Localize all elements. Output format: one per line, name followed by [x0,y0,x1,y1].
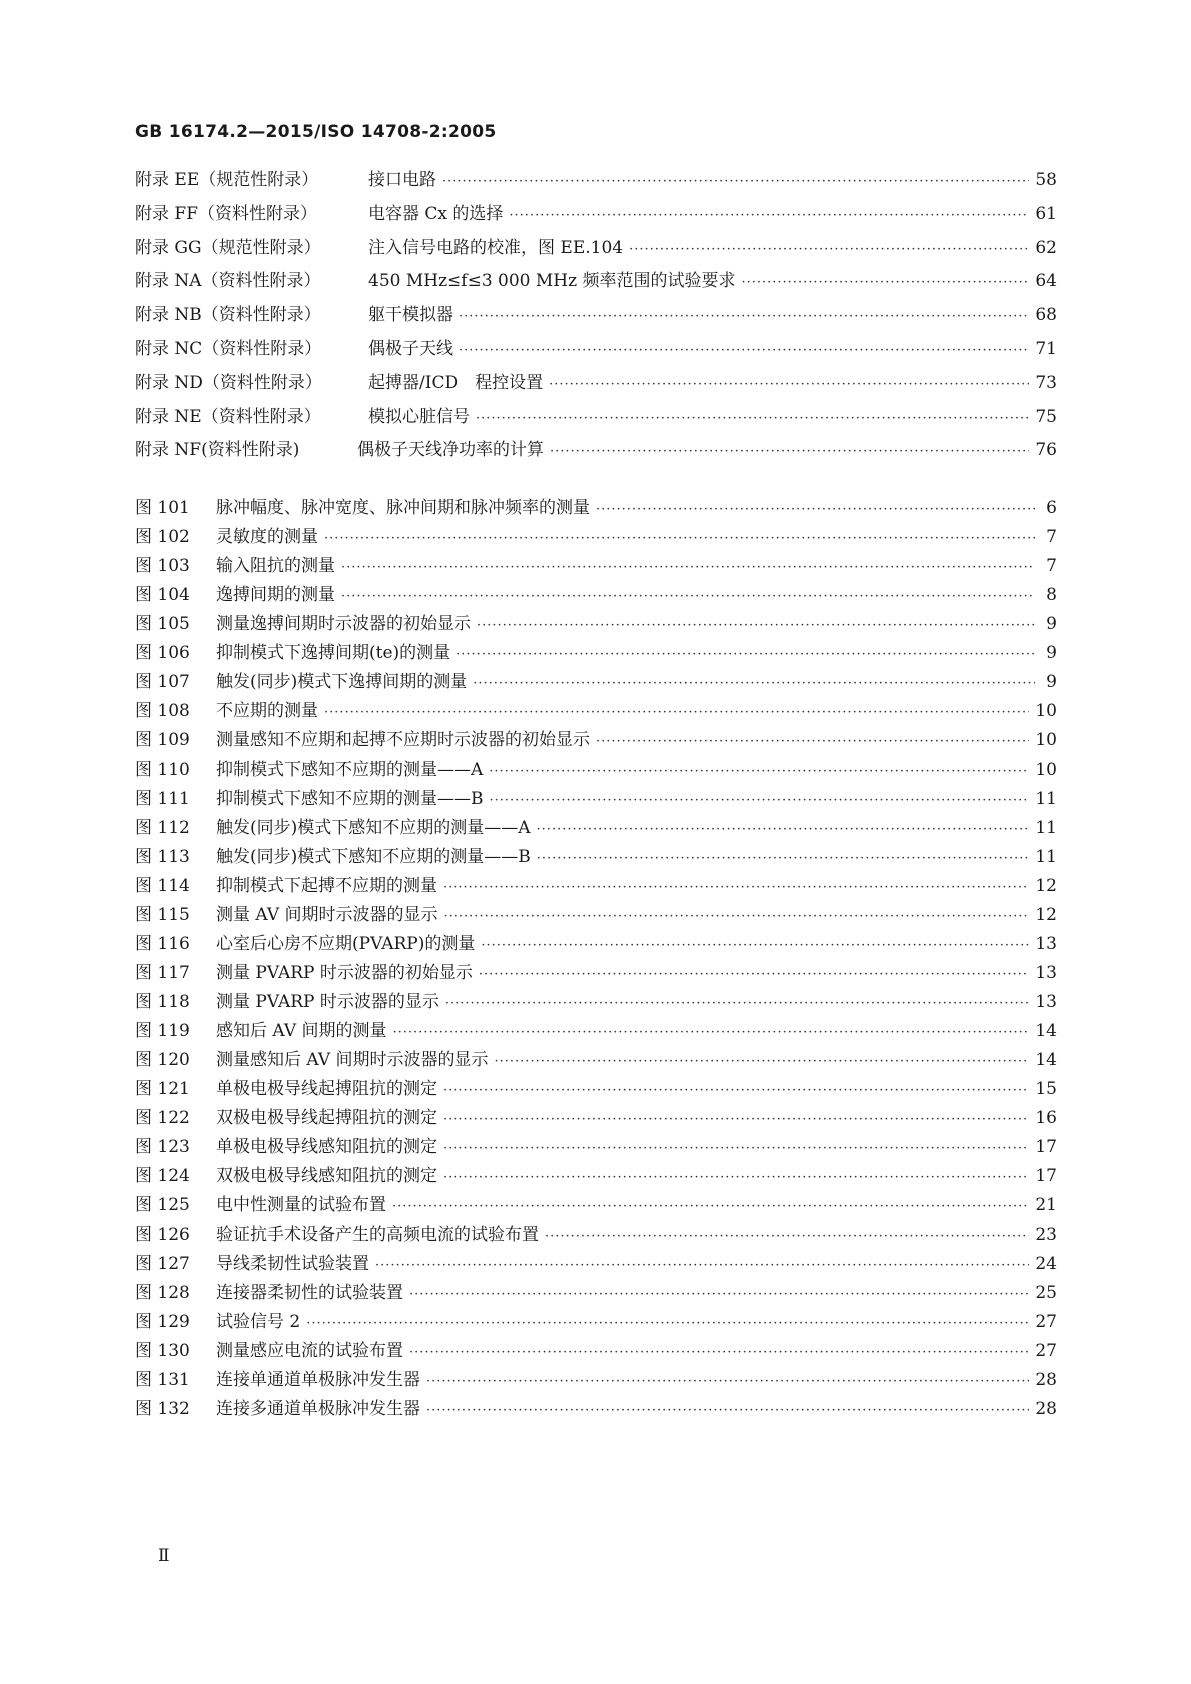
entry-page-number: 11 [1035,817,1057,838]
figure-toc-entry[interactable] [135,555,1057,579]
entry-page-number: 76 [1035,440,1057,461]
dot-leader [443,877,1029,899]
dot-leader [392,1196,1029,1218]
entry-title: 输入阻抗的测量 [216,556,335,577]
entry-title: 测量 PVARP 时示波器的初始显示 [216,962,473,983]
dot-leader [409,1342,1029,1364]
entry-page-number: 6 [1046,498,1057,518]
dot-leader [443,1109,1029,1131]
entry-title: 连接多通道单极脉冲发生器 [216,1398,420,1419]
entry-page-number: 25 [1035,1282,1057,1303]
entry-label: 附录 NA（资料性附录） [135,271,321,292]
entry-label: 附录 GG（规范性附录） [135,237,321,258]
dot-leader [481,935,1029,957]
entry-label: 图 115 [135,904,190,925]
dot-leader [426,1400,1029,1422]
figure-toc-entry[interactable] [135,1282,1057,1306]
annex-toc-entry[interactable] [135,270,1057,294]
dot-leader [495,1051,1030,1073]
entry-page-number: 12 [1035,904,1057,925]
entry-label: 图 109 [135,730,190,751]
entry-label: 图 122 [135,1108,190,1129]
dot-leader [473,673,1035,695]
entry-label: 图 132 [135,1398,190,1419]
entry-page-number: 17 [1035,1166,1057,1187]
entry-page-number: 7 [1046,527,1057,548]
entry-label: 图 130 [135,1340,190,1361]
figure-toc-entry[interactable] [135,1165,1057,1189]
dot-leader [375,1255,1029,1277]
dot-leader [409,1284,1029,1306]
figure-toc-entry[interactable] [135,1311,1057,1335]
entry-label: 图 129 [135,1311,190,1332]
entry-title: 测量感应电流的试验布置 [216,1340,403,1361]
entry-page-number: 10 [1035,730,1057,751]
entry-page-number: 7 [1046,556,1057,577]
entry-page-number: 12 [1035,875,1057,896]
entry-page-number: 10 [1035,701,1057,722]
entry-title: 灵敏度的测量 [216,527,318,548]
entry-label: 图 118 [135,992,190,1013]
entry-label: 附录 ND（资料性附录） [135,372,322,393]
entry-label: 图 121 [135,1079,190,1100]
dot-leader [444,906,1030,928]
entry-title: 模拟心脏信号 [368,406,470,427]
entry-label: 附录 FF（资料性附录） [135,203,317,224]
dot-leader [443,1167,1029,1189]
entry-title: 注入信号电路的校准，图 EE.104 [368,237,624,258]
entry-title: 单极电极导线感知阻抗的测定 [216,1137,437,1158]
entry-title: 脉冲幅度、脉冲宽度、脉冲间期和脉冲频率的测量 [216,498,590,518]
dot-leader [341,586,1035,608]
entry-label: 图 123 [135,1137,190,1158]
entry-page-number: 13 [1035,992,1057,1013]
annex-toc-entry[interactable] [135,237,1057,261]
entry-title: 躯干模拟器 [368,305,453,326]
entry-label: 附录 NC（资料性附录） [135,339,322,359]
figure-toc-entry[interactable] [135,1107,1057,1131]
dot-leader [741,272,1029,294]
figure-toc-entry[interactable] [135,933,1057,957]
page-number: Ⅱ [158,1546,170,1566]
annex-toc-entry[interactable] [135,304,1057,328]
entry-page-number: 13 [1035,933,1057,954]
dot-leader [596,499,1035,521]
entry-page-number: 23 [1035,1224,1057,1245]
figure-toc-entry[interactable] [135,759,1057,783]
entry-label: 附录 EE（规范性附录） [135,170,319,190]
dot-leader [490,790,1030,812]
entry-label: 图 110 [135,759,190,780]
annex-toc-entry[interactable] [135,203,1057,227]
entry-page-number: 14 [1035,1021,1057,1042]
figure-toc-entry[interactable] [135,1398,1057,1422]
entry-title: 导线柔韧性试验装置 [216,1253,369,1274]
entry-page-number: 73 [1035,372,1057,393]
dot-leader [596,731,1029,753]
entry-title: 触发(同步)模式下逸搏间期的测量 [216,672,468,693]
figure-toc-entry[interactable] [135,788,1057,812]
entry-label: 图 107 [135,672,190,693]
entry-page-number: 58 [1035,170,1057,190]
dot-leader [456,644,1035,666]
entry-title: 偶极子天线净功率的计算 [357,440,544,461]
entry-page-number: 71 [1035,339,1057,359]
entry-title: 测量 PVARP 时示波器的显示 [216,992,439,1013]
dot-leader [549,374,1029,396]
entry-label: 图 128 [135,1282,190,1303]
entry-page-number: 10 [1035,759,1057,780]
entry-label: 图 127 [135,1253,190,1274]
dot-leader [509,205,1029,227]
entry-title: 测量 AV 间期时示波器的显示 [216,904,438,925]
entry-label: 附录 NF(资料性附录) [135,440,300,461]
entry-label: 附录 NE（资料性附录） [135,406,321,427]
entry-label: 图 125 [135,1195,190,1216]
dot-leader [341,557,1035,579]
entry-label: 图 124 [135,1166,190,1187]
entry-title: 双极电极导线起搏阻抗的测定 [216,1108,437,1129]
figure-toc-entry[interactable] [135,1078,1057,1102]
figure-toc-entry[interactable] [135,1340,1057,1364]
entry-label: 图 116 [135,933,190,954]
dot-leader [489,761,1029,783]
entry-page-number: 21 [1035,1195,1057,1216]
entry-page-number: 61 [1035,203,1057,224]
dot-leader [479,964,1029,986]
dot-leader [443,1138,1029,1160]
entry-label: 图 111 [135,788,190,809]
entry-title: 双极电极导线感知阻抗的测定 [216,1166,437,1187]
figure-toc-entry[interactable] [135,875,1057,899]
figure-toc-entry[interactable] [135,642,1057,666]
entry-page-number: 9 [1046,614,1057,635]
entry-page-number: 68 [1035,305,1057,326]
entry-title: 试验信号 2 [216,1311,301,1332]
dot-leader [324,702,1029,724]
entry-title: 起搏器/ICD 程控设置 [368,372,544,393]
figure-toc-entry[interactable] [135,1194,1057,1218]
figure-toc-entry[interactable] [135,1224,1057,1248]
entry-title: 电容器 Cx 的选择 [368,203,504,224]
annex-toc-entry[interactable] [135,439,1057,463]
entry-page-number: 11 [1035,788,1057,809]
entry-page-number: 75 [1035,406,1057,427]
entry-label: 图 108 [135,701,190,722]
entry-label: 图 119 [135,1021,190,1042]
entry-page-number: 28 [1035,1398,1057,1419]
dot-leader [443,1080,1029,1102]
entry-label: 图 113 [135,846,190,867]
entry-title: 测量逸搏间期时示波器的初始显示 [216,614,471,635]
entry-page-number: 17 [1035,1137,1057,1158]
dot-leader [442,171,1029,193]
entry-label: 图 126 [135,1224,190,1245]
dot-leader [393,1022,1030,1044]
dot-leader [306,1313,1029,1335]
dot-leader [537,819,1030,841]
entry-page-number: 15 [1035,1079,1057,1100]
dot-leader [477,615,1035,637]
annex-toc-entry[interactable] [135,338,1057,362]
entry-page-number: 27 [1035,1311,1057,1332]
entry-title: 感知后 AV 间期的测量 [216,1021,387,1042]
entry-label: 图 112 [135,817,190,838]
entry-page-number: 27 [1035,1340,1057,1361]
entry-label: 图 103 [135,556,190,577]
dot-leader [324,528,1035,550]
annex-toc-entry[interactable] [135,372,1057,396]
dot-leader [629,239,1029,261]
figure-toc-entry[interactable] [135,991,1057,1015]
entry-page-number: 13 [1035,962,1057,983]
entry-title: 连接器柔韧性的试验装置 [216,1282,403,1303]
dot-leader [459,306,1029,328]
figure-toc-entry[interactable] [135,671,1057,695]
entry-label: 图 106 [135,643,190,664]
entry-page-number: 9 [1046,672,1057,693]
figure-toc-entry[interactable] [135,962,1057,986]
entry-title: 心室后心房不应期(PVARP)的测量 [216,933,476,954]
entry-title: 连接单通道单极脉冲发生器 [216,1369,420,1390]
figure-toc-entry[interactable] [135,526,1057,550]
entry-page-number: 11 [1035,846,1057,867]
entry-title: 触发(同步)模式下感知不应期的测量——A [216,817,531,838]
entry-title: 测量感知不应期和起搏不应期时示波器的初始显示 [216,730,590,751]
entry-title: 触发(同步)模式下感知不应期的测量——B [216,846,531,867]
figure-toc-entry[interactable] [135,1049,1057,1073]
figure-toc-entry[interactable] [135,729,1057,753]
entry-page-number: 64 [1035,271,1057,292]
figure-toc-entry[interactable] [135,1369,1057,1393]
entry-title: 测量感知后 AV 间期时示波器的显示 [216,1050,489,1071]
figure-toc-entry[interactable] [135,1136,1057,1160]
entry-title: 单极电极导线起搏阻抗的测定 [216,1079,437,1100]
entry-title: 偶极子天线 [368,339,453,359]
figure-toc-entry[interactable] [135,846,1057,870]
entry-page-number: 16 [1035,1108,1057,1129]
entry-page-number: 28 [1035,1369,1057,1390]
entry-title: 接口电路 [368,170,436,190]
figure-toc-entry[interactable] [135,700,1057,724]
entry-page-number: 62 [1035,237,1057,258]
document-header: GB 16174.2—2015/ISO 14708-2:2005 [135,122,497,142]
entry-title: 不应期的测量 [216,701,318,722]
entry-title: 450 MHz≤f≤3 000 MHz 频率范围的试验要求 [368,271,736,292]
entry-label: 图 131 [135,1369,190,1390]
entry-title: 抑制模式下感知不应期的测量——A [216,759,484,780]
dot-leader [476,408,1029,430]
dot-leader [459,340,1029,362]
figure-toc-entry[interactable] [135,817,1057,841]
figure-toc-entry[interactable] [135,584,1057,608]
entry-title: 电中性测量的试验布置 [216,1195,386,1216]
entry-label: 图 114 [135,875,190,896]
dot-leader [426,1371,1029,1393]
entry-label: 图 101 [135,498,190,518]
figure-toc-entry[interactable] [135,497,1057,521]
figure-toc-entry[interactable] [135,613,1057,637]
annex-toc-entry[interactable] [135,406,1057,430]
entry-label: 图 102 [135,527,190,548]
entry-page-number: 8 [1046,585,1057,606]
entry-page-number: 14 [1035,1050,1057,1071]
entry-title: 抑制模式下逸搏间期(te)的测量 [216,643,451,664]
entry-title: 抑制模式下感知不应期的测量——B [216,788,484,809]
annex-toc-entry[interactable] [135,169,1057,193]
entry-page-number: 9 [1046,643,1057,664]
entry-label: 图 117 [135,962,190,983]
entry-label: 图 105 [135,614,190,635]
dot-leader [537,848,1030,870]
entry-title: 验证抗手术设备产生的高频电流的试验布置 [216,1224,539,1245]
figure-toc-entry[interactable] [135,1020,1057,1044]
entry-label: 附录 NB（资料性附录） [135,305,321,326]
dot-leader [550,441,1029,463]
entry-page-number: 24 [1035,1253,1057,1274]
dot-leader [445,993,1029,1015]
figure-toc-entry[interactable] [135,1253,1057,1277]
entry-label: 图 104 [135,585,190,606]
figure-toc-entry[interactable] [135,904,1057,928]
entry-title: 逸搏间期的测量 [216,585,335,606]
dot-leader [545,1226,1029,1248]
entry-title: 抑制模式下起搏不应期的测量 [216,875,437,896]
entry-label: 图 120 [135,1050,190,1071]
